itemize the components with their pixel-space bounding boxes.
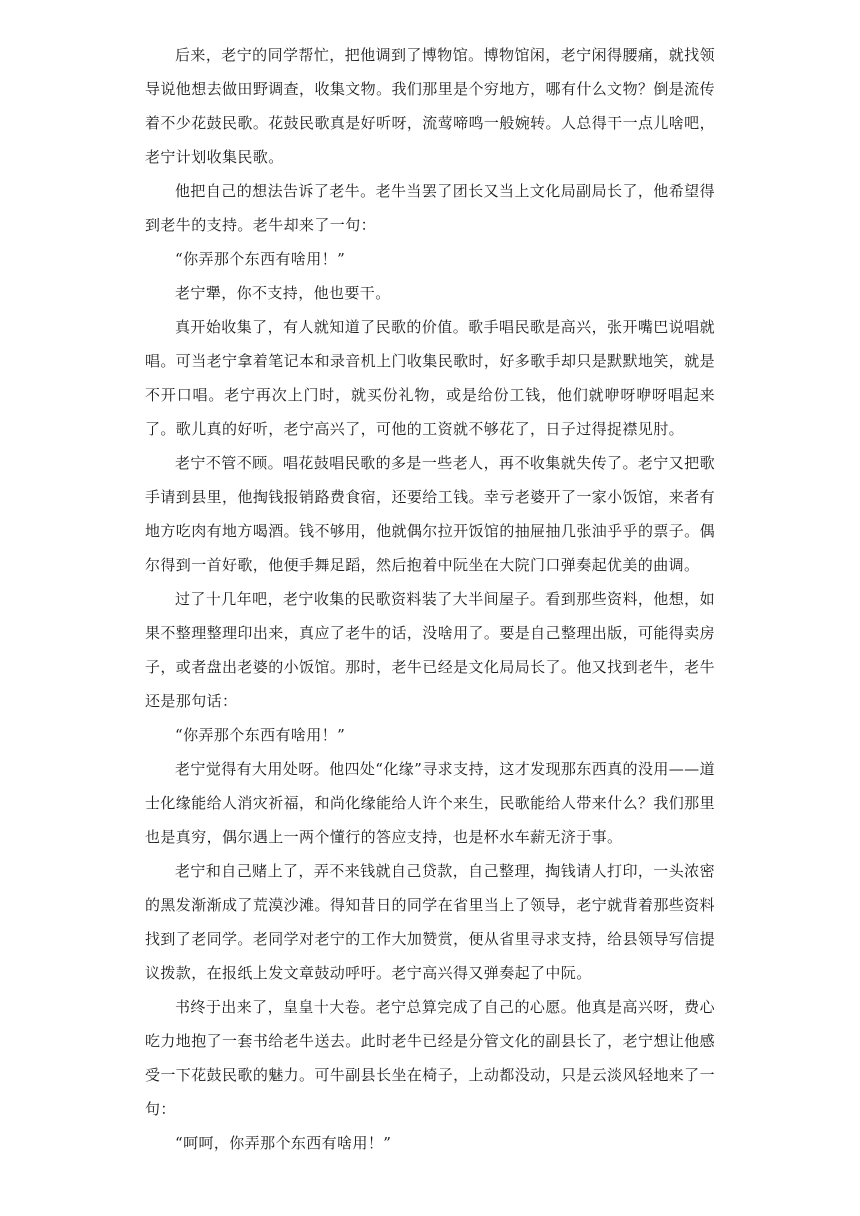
article-body [145, 38, 715, 1160]
paragraph: 过了十几年吧，老宁收集的民歌资料装了大半间屋子。看到那些资料，他想，如果不整理整理印出来，真应了老牛的话，没啥用了。要是自己整理出版，可能得卖房子，或者盘出老婆的小饭馆。那时，老牛已经是文化局局长了。他又找到老牛，老牛还是那句话： [145, 590, 715, 710]
paragraph: 后来，老宁的同学帮忙，把他调到了博物馆。博物馆闲，老宁闲得腰痛，就找领导说他想去做田野调查，收集文物。我们那里是个穷地方，哪有什么文物？倒是流传着不少花鼓民歌。花鼓民歌真是好听呀，流莺啼鸣一般婉转。人总得干一点儿啥吧，老宁计划收集民歌。 [145, 46, 715, 166]
paragraph: 老宁犟，你不支持，他也要干。 [175, 284, 391, 302]
paragraph: 书终于出来了，皇皇十大卷。老宁总算完成了自己的心愿。他真是高兴呀，费心吃力地抱了一套书给老牛送去。此时老牛已经是分管文化的副县长了，老宁想让他感受一下花鼓民歌的魅力。可牛副县长坐在椅子，上动都没动，只是云淡风轻地来了一句： [145, 998, 715, 1118]
quote-paragraph: “你弄那个东西有啥用！” [175, 726, 346, 744]
paragraph: 真开始收集了，有人就知道了民歌的价值。歌手唱民歌是高兴，张开嘴巴说唱就唱。可当老宁拿着笔记本和录音机上门收集民歌时，好多歌手却只是默默地笑，就是不开口唱。老宁再次上门时，就买份礼物，或是给份工钱，他们就咿呀咿呀唱起来了。歌儿真的好听，老宁高兴了，可他的工资就不够花了，日子过得捉襟见肘。 [145, 318, 715, 438]
paragraph: 老宁觉得有大用处呀。他四处“化缘”寻求支持，这才发现那东西真的没用——道士化缘能给人消灾祈福，和尚化缘能给人许个来生，民歌能给人带来什么？我们那里也是真穷，偶尔遇上一两个懂行的答应支持，也是杯水车薪无济于事。 [145, 760, 715, 846]
paragraph: 老宁不管不顾。唱花鼓唱民歌的多是一些老人，再不收集就失传了。老宁又把歌手请到县里，他掏钱报销路费食宿，还要给工钱。幸亏老婆开了一家小饭馆，来者有地方吃肉有地方喝酒。钱不够用，他就偶尔拉开饭馆的抽屉抽几张油乎乎的票子。偶尔得到一首好歌，他便手舞足蹈，然后抱着中阮坐在大院门口弹奏起优美的曲调。 [145, 454, 715, 574]
quote-paragraph: “你弄那个东西有啥用！” [175, 250, 346, 268]
paragraph: 他把自己的想法告诉了老牛。老牛当罢了团长又当上文化局副局长了，他希望得到老牛的支持。老牛却来了一句： [145, 182, 715, 234]
quote-paragraph: “呵呵，你弄那个东西有啥用！” [175, 1134, 392, 1152]
paragraph: 老宁和自己赌上了，弄不来钱就自己贷款，自己整理，掏钱请人打印，一头浓密的黑发渐渐成了荒漠沙滩。得知昔日的同学在省里当上了领导，老宁就背着那些资料找到了老同学。老同学对老宁的工作大加赞赏，便从省里寻求支持，给县领导写信提议拨款，在报纸上发文章鼓动呼吁。老宁高兴得又弹奏起了中阮。 [145, 862, 715, 982]
